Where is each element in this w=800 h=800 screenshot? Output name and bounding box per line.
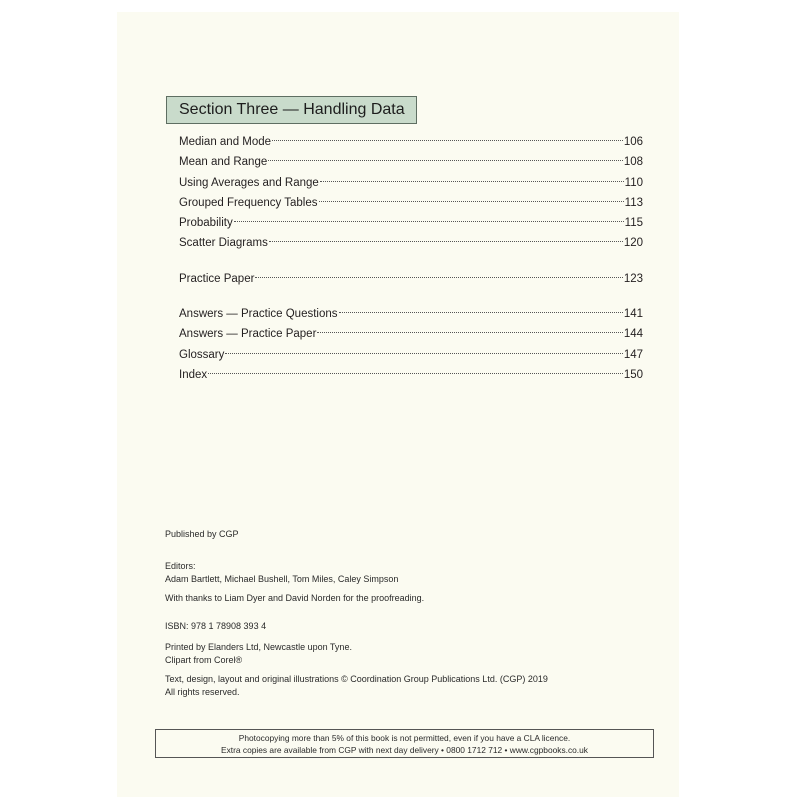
toc-entry-page: 110 <box>624 176 643 189</box>
toc-entry-title: Using Averages and Range <box>179 176 319 189</box>
toc-entry <box>179 213 643 233</box>
toc-entry-title: Probability <box>179 217 233 230</box>
toc-entry-page: 144 <box>623 328 643 341</box>
dot-leader <box>317 332 622 333</box>
toc-entry-title: Answers — Practice Paper <box>179 328 317 341</box>
editors-list: Adam Bartlett, Michael Bushell, Tom Miles, Caley Simpson <box>165 574 399 584</box>
imprint <box>165 528 665 699</box>
toc-entry-page: 150 <box>623 368 643 381</box>
licence-line-2: Extra copies are available from CGP with next day delivery • 0800 1712 712 • www.cgpbooks.co.uk <box>221 745 588 755</box>
toc-entry-title: Index <box>179 368 208 381</box>
table-of-contents <box>179 132 643 385</box>
rights-line: All rights reserved. <box>165 687 240 697</box>
toc-entry-page: 120 <box>623 237 643 250</box>
dot-leader <box>269 241 623 242</box>
dot-leader <box>272 140 623 141</box>
licence-line-1: Photocopying more than 5% of this book is not permitted, even if you have a CLA licence. <box>238 733 571 743</box>
toc-entry-title: Median and Mode <box>179 136 272 148</box>
toc-group-back-matter <box>179 304 643 385</box>
dot-leader <box>339 312 623 313</box>
dot-leader <box>319 201 624 202</box>
copyright-line: Text, design, layout and original illustrations © Coordination Group Publications Ltd. (CGP) 2019 <box>165 674 548 684</box>
dot-leader <box>320 181 624 182</box>
printer-line: Printed by Elanders Ltd, Newcastle upon Tyne. <box>165 642 352 652</box>
toc-entry <box>179 345 643 365</box>
toc-group-practice <box>179 269 643 289</box>
toc-entry-page: 141 <box>623 308 643 321</box>
toc-entry <box>179 233 643 253</box>
toc-entry-title: Glossary <box>179 348 225 361</box>
isbn-line: ISBN: 978 1 78908 393 4 <box>165 621 267 631</box>
toc-entry-page: 115 <box>624 217 643 230</box>
editors-label: Editors: <box>165 561 196 571</box>
toc-entry-page: 113 <box>624 196 643 209</box>
toc-entry-page: 147 <box>623 348 643 361</box>
toc-entry <box>179 193 643 213</box>
licence-notice <box>155 729 654 758</box>
toc-entry-title: Answers — Practice Questions <box>179 308 338 321</box>
toc-entry <box>179 365 643 385</box>
toc-entry-page: 106 <box>623 136 643 148</box>
clipart-line: Clipart from Corel® <box>165 655 243 665</box>
section-header: Section Three — Handling Data <box>166 96 417 124</box>
toc-spacer <box>179 254 643 269</box>
dot-leader <box>225 353 622 354</box>
toc-entry <box>179 173 643 193</box>
toc-entry <box>179 269 643 289</box>
dot-leader <box>255 277 622 278</box>
toc-entry-title: Scatter Diagrams <box>179 237 268 250</box>
toc-group-topics <box>179 132 643 254</box>
toc-entry-title: Grouped Frequency Tables <box>179 196 318 209</box>
publisher-line: Published by CGP <box>165 529 239 539</box>
toc-entry <box>179 304 643 324</box>
toc-entry <box>179 132 643 152</box>
dot-leader <box>208 373 623 374</box>
dot-leader <box>268 160 623 161</box>
toc-spacer <box>179 289 643 304</box>
toc-entry <box>179 152 643 172</box>
toc-entry-title: Mean and Range <box>179 156 268 169</box>
thanks-line: With thanks to Liam Dyer and David Norden for the proofreading. <box>165 593 425 603</box>
toc-entry-page: 108 <box>623 156 643 169</box>
toc-entry-title: Practice Paper <box>179 272 255 285</box>
toc-entry <box>179 324 643 344</box>
toc-entry-page: 123 <box>623 272 643 285</box>
dot-leader <box>234 221 624 222</box>
